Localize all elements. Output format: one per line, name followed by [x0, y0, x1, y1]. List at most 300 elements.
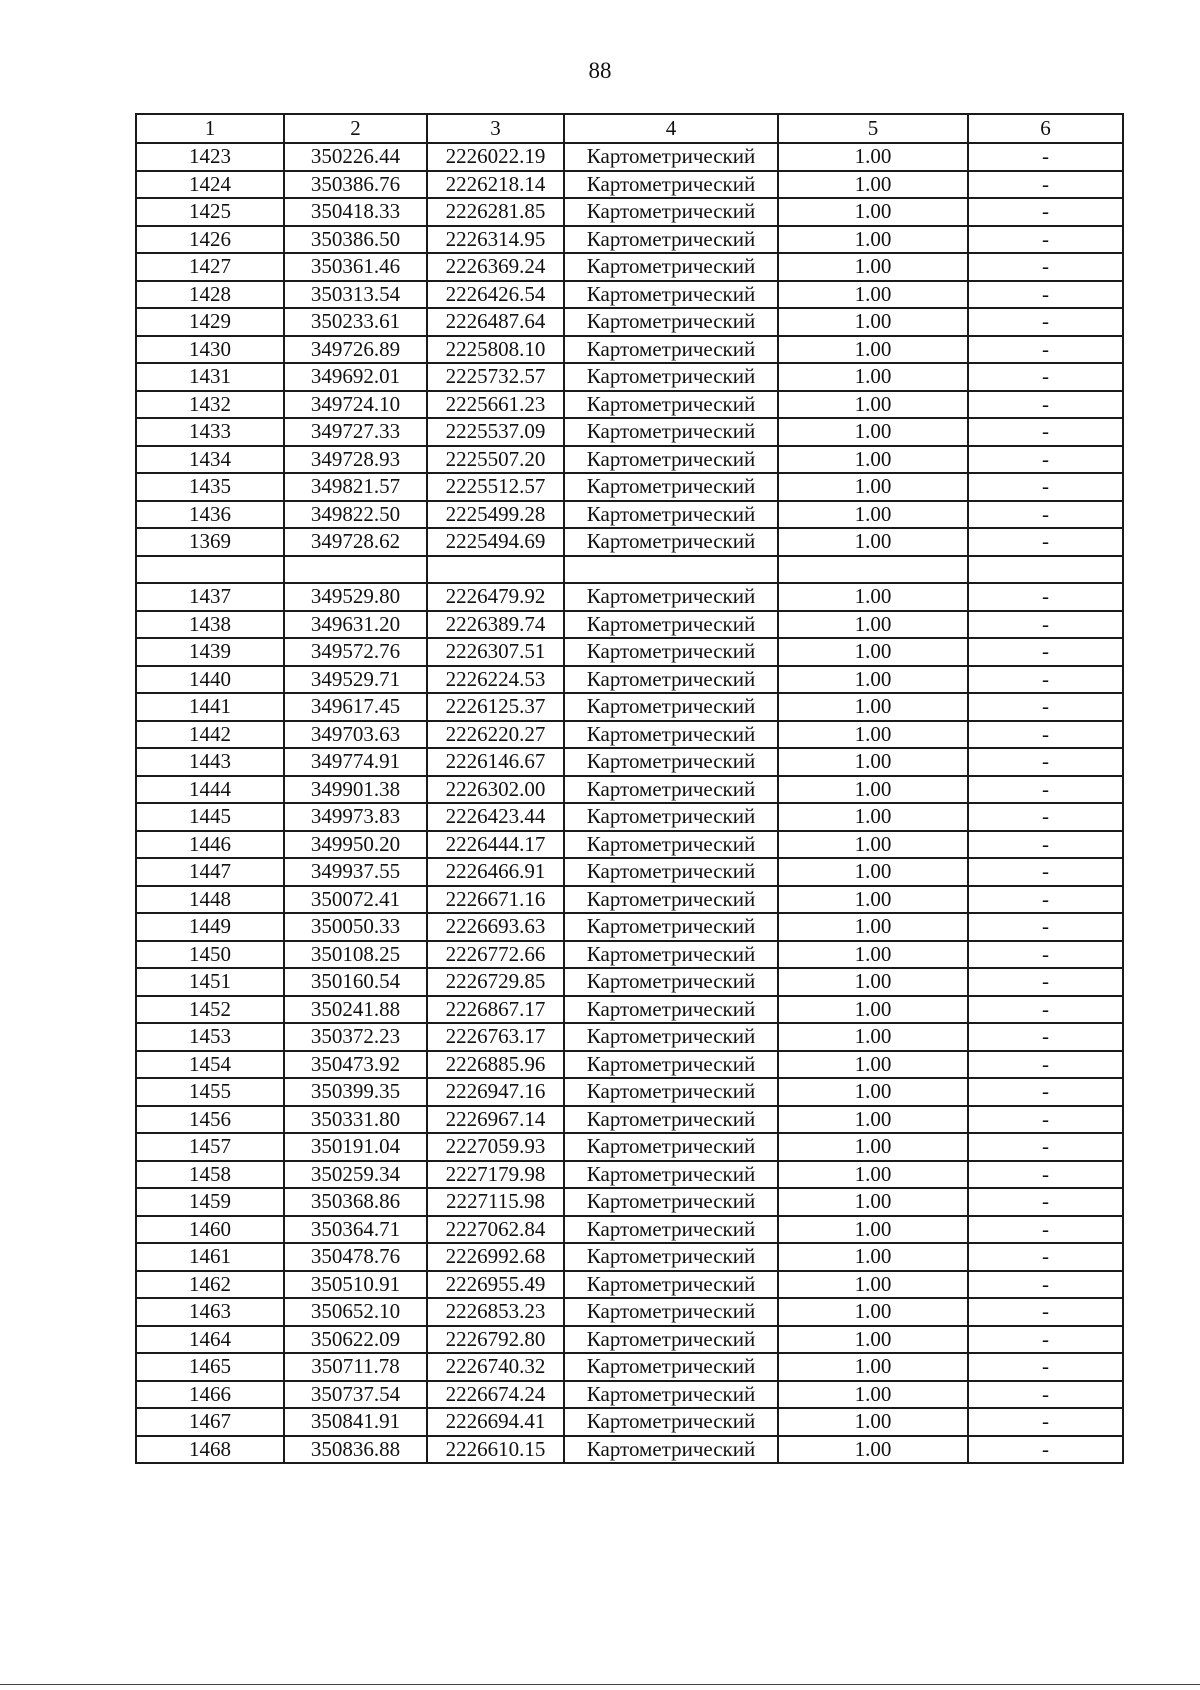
y-coordinate-cell: 2226302.00 — [427, 776, 564, 804]
x-coordinate-cell: 350386.50 — [284, 226, 427, 254]
note-cell: - — [968, 1078, 1123, 1106]
method-cell: Картометрический — [564, 253, 778, 281]
method-cell: Картометрический — [564, 446, 778, 474]
note-cell: - — [968, 1298, 1123, 1326]
accuracy-cell: 1.00 — [778, 1408, 968, 1436]
x-coordinate-cell: 350478.76 — [284, 1243, 427, 1271]
accuracy-cell: 1.00 — [778, 858, 968, 886]
y-coordinate-cell: 2225732.57 — [427, 363, 564, 391]
x-coordinate-cell: 350072.41 — [284, 886, 427, 914]
accuracy-cell: 1.00 — [778, 253, 968, 281]
y-coordinate-cell: 2226955.49 — [427, 1271, 564, 1299]
accuracy-cell: 1.00 — [778, 748, 968, 776]
point-number-cell: 1454 — [136, 1051, 284, 1079]
method-cell: Картометрический — [564, 776, 778, 804]
accuracy-cell: 1.00 — [778, 1353, 968, 1381]
x-coordinate-cell: 349821.57 — [284, 473, 427, 501]
note-cell: - — [968, 253, 1123, 281]
x-coordinate-cell: 350331.80 — [284, 1106, 427, 1134]
x-coordinate-cell: 349727.33 — [284, 418, 427, 446]
note-cell: - — [968, 308, 1123, 336]
point-number-cell: 1430 — [136, 336, 284, 364]
table-row — [136, 638, 1123, 666]
method-cell: Картометрический — [564, 1408, 778, 1436]
x-coordinate-cell: 349724.10 — [284, 391, 427, 419]
accuracy-cell: 1.00 — [778, 1078, 968, 1106]
table-row — [136, 748, 1123, 776]
y-coordinate-cell: 2226694.41 — [427, 1408, 564, 1436]
note-cell: - — [968, 1243, 1123, 1271]
point-number-cell: 1428 — [136, 281, 284, 309]
method-cell: Картометрический — [564, 666, 778, 694]
x-coordinate-cell: 349726.89 — [284, 336, 427, 364]
y-coordinate-cell: 2226763.17 — [427, 1023, 564, 1051]
accuracy-cell: 1.00 — [778, 501, 968, 529]
table-row — [136, 1243, 1123, 1271]
header-row — [136, 114, 1123, 143]
point-number-cell: 1460 — [136, 1216, 284, 1244]
x-coordinate-cell: 349572.76 — [284, 638, 427, 666]
note-cell: - — [968, 473, 1123, 501]
y-coordinate-cell: 2226389.74 — [427, 611, 564, 639]
point-number-cell: 1453 — [136, 1023, 284, 1051]
y-coordinate-cell: 2226792.80 — [427, 1326, 564, 1354]
accuracy-cell: 1.00 — [778, 363, 968, 391]
x-coordinate-cell: 349774.91 — [284, 748, 427, 776]
point-number-cell: 1439 — [136, 638, 284, 666]
x-coordinate-cell — [284, 556, 427, 584]
y-coordinate-cell: 2226729.85 — [427, 968, 564, 996]
x-coordinate-cell: 350361.46 — [284, 253, 427, 281]
note-cell: - — [968, 693, 1123, 721]
table-row — [136, 1381, 1123, 1409]
y-coordinate-cell: 2226693.63 — [427, 913, 564, 941]
note-cell: - — [968, 803, 1123, 831]
method-cell: Картометрический — [564, 391, 778, 419]
accuracy-cell: 1.00 — [778, 638, 968, 666]
column-header: 5 — [778, 114, 968, 143]
x-coordinate-cell: 350836.88 — [284, 1436, 427, 1464]
method-cell: Картометрический — [564, 913, 778, 941]
point-number-cell: 1369 — [136, 528, 284, 556]
accuracy-cell: 1.00 — [778, 336, 968, 364]
x-coordinate-cell: 350364.71 — [284, 1216, 427, 1244]
accuracy-cell: 1.00 — [778, 941, 968, 969]
note-cell — [968, 556, 1123, 584]
x-coordinate-cell: 349937.55 — [284, 858, 427, 886]
point-number-cell: 1465 — [136, 1353, 284, 1381]
table-row — [136, 1216, 1123, 1244]
method-cell: Картометрический — [564, 968, 778, 996]
method-cell: Картометрический — [564, 473, 778, 501]
x-coordinate-cell: 349973.83 — [284, 803, 427, 831]
note-cell: - — [968, 1188, 1123, 1216]
accuracy-cell: 1.00 — [778, 418, 968, 446]
x-coordinate-cell: 350160.54 — [284, 968, 427, 996]
y-coordinate-cell: 2227179.98 — [427, 1161, 564, 1189]
y-coordinate-cell: 2225537.09 — [427, 418, 564, 446]
y-coordinate-cell: 2226867.17 — [427, 996, 564, 1024]
x-coordinate-cell: 349728.62 — [284, 528, 427, 556]
note-cell: - — [968, 1436, 1123, 1464]
table-row — [136, 171, 1123, 199]
table-row — [136, 803, 1123, 831]
point-number-cell: 1443 — [136, 748, 284, 776]
column-header: 2 — [284, 114, 427, 143]
accuracy-cell: 1.00 — [778, 473, 968, 501]
column-header: 3 — [427, 114, 564, 143]
x-coordinate-cell: 350652.10 — [284, 1298, 427, 1326]
method-cell: Картометрический — [564, 803, 778, 831]
method-cell: Картометрический — [564, 721, 778, 749]
x-coordinate-cell: 349631.20 — [284, 611, 427, 639]
method-cell: Картометрический — [564, 748, 778, 776]
table-row — [136, 1188, 1123, 1216]
accuracy-cell: 1.00 — [778, 528, 968, 556]
note-cell: - — [968, 831, 1123, 859]
accuracy-cell: 1.00 — [778, 1161, 968, 1189]
point-number-cell: 1457 — [136, 1133, 284, 1161]
point-number-cell — [136, 556, 284, 584]
note-cell: - — [968, 1216, 1123, 1244]
method-cell: Картометрический — [564, 1188, 778, 1216]
table-row — [136, 308, 1123, 336]
note-cell: - — [968, 198, 1123, 226]
table-row — [136, 941, 1123, 969]
x-coordinate-cell: 349692.01 — [284, 363, 427, 391]
table-row — [136, 1408, 1123, 1436]
accuracy-cell: 1.00 — [778, 611, 968, 639]
accuracy-cell: 1.00 — [778, 198, 968, 226]
x-coordinate-cell: 349703.63 — [284, 721, 427, 749]
accuracy-cell: 1.00 — [778, 1271, 968, 1299]
table-row — [136, 968, 1123, 996]
x-coordinate-cell: 350191.04 — [284, 1133, 427, 1161]
accuracy-cell: 1.00 — [778, 1106, 968, 1134]
table-row — [136, 556, 1123, 584]
method-cell: Картометрический — [564, 528, 778, 556]
point-number-cell: 1440 — [136, 666, 284, 694]
method-cell: Картометрический — [564, 831, 778, 859]
note-cell: - — [968, 941, 1123, 969]
x-coordinate-cell: 350386.76 — [284, 171, 427, 199]
table-row — [136, 336, 1123, 364]
table-row — [136, 1326, 1123, 1354]
method-cell: Картометрический — [564, 858, 778, 886]
point-number-cell: 1448 — [136, 886, 284, 914]
point-number-cell: 1424 — [136, 171, 284, 199]
note-cell: - — [968, 1353, 1123, 1381]
method-cell: Картометрический — [564, 171, 778, 199]
point-number-cell: 1458 — [136, 1161, 284, 1189]
y-coordinate-cell: 2226307.51 — [427, 638, 564, 666]
note-cell: - — [968, 748, 1123, 776]
table-row — [136, 501, 1123, 529]
note-cell: - — [968, 446, 1123, 474]
accuracy-cell: 1.00 — [778, 446, 968, 474]
method-cell: Картометрический — [564, 996, 778, 1024]
table-row — [136, 1106, 1123, 1134]
table-row — [136, 1161, 1123, 1189]
note-cell: - — [968, 1133, 1123, 1161]
column-header: 1 — [136, 114, 284, 143]
column-header: 4 — [564, 114, 778, 143]
point-number-cell: 1467 — [136, 1408, 284, 1436]
method-cell: Картометрический — [564, 693, 778, 721]
table-row — [136, 693, 1123, 721]
y-coordinate-cell: 2226369.24 — [427, 253, 564, 281]
method-cell: Картометрический — [564, 1078, 778, 1106]
y-coordinate-cell: 2226967.14 — [427, 1106, 564, 1134]
table-row — [136, 1436, 1123, 1464]
x-coordinate-cell: 350259.34 — [284, 1161, 427, 1189]
point-number-cell: 1463 — [136, 1298, 284, 1326]
table-row — [136, 198, 1123, 226]
method-cell: Картометрический — [564, 1051, 778, 1079]
point-number-cell: 1459 — [136, 1188, 284, 1216]
note-cell: - — [968, 143, 1123, 171]
x-coordinate-cell: 350372.23 — [284, 1023, 427, 1051]
x-coordinate-cell: 350473.92 — [284, 1051, 427, 1079]
note-cell: - — [968, 666, 1123, 694]
accuracy-cell: 1.00 — [778, 1436, 968, 1464]
accuracy-cell: 1.00 — [778, 776, 968, 804]
table-row — [136, 913, 1123, 941]
table-row — [136, 583, 1123, 611]
note-cell: - — [968, 1161, 1123, 1189]
table-body — [136, 114, 1123, 1463]
note-cell: - — [968, 281, 1123, 309]
method-cell: Картометрический — [564, 198, 778, 226]
y-coordinate-cell: 2226947.16 — [427, 1078, 564, 1106]
note-cell: - — [968, 1051, 1123, 1079]
method-cell: Картометрический — [564, 1023, 778, 1051]
point-number-cell: 1423 — [136, 143, 284, 171]
method-cell: Картометрический — [564, 1161, 778, 1189]
point-number-cell: 1426 — [136, 226, 284, 254]
table-row — [136, 1078, 1123, 1106]
method-cell: Картометрический — [564, 1271, 778, 1299]
x-coordinate-cell: 350108.25 — [284, 941, 427, 969]
y-coordinate-cell: 2226220.27 — [427, 721, 564, 749]
accuracy-cell: 1.00 — [778, 1216, 968, 1244]
y-coordinate-cell — [427, 556, 564, 584]
table-row — [136, 281, 1123, 309]
accuracy-cell: 1.00 — [778, 803, 968, 831]
point-number-cell: 1451 — [136, 968, 284, 996]
table-row — [136, 1271, 1123, 1299]
method-cell: Картометрический — [564, 281, 778, 309]
accuracy-cell: 1.00 — [778, 968, 968, 996]
x-coordinate-cell: 350418.33 — [284, 198, 427, 226]
accuracy-cell: 1.00 — [778, 171, 968, 199]
accuracy-cell: 1.00 — [778, 1188, 968, 1216]
note-cell: - — [968, 528, 1123, 556]
y-coordinate-cell: 2227115.98 — [427, 1188, 564, 1216]
note-cell: - — [968, 638, 1123, 666]
x-coordinate-cell: 349529.71 — [284, 666, 427, 694]
y-coordinate-cell: 2226674.24 — [427, 1381, 564, 1409]
x-coordinate-cell: 349950.20 — [284, 831, 427, 859]
table-row — [136, 858, 1123, 886]
point-number-cell: 1447 — [136, 858, 284, 886]
note-cell: - — [968, 363, 1123, 391]
accuracy-cell: 1.00 — [778, 721, 968, 749]
method-cell: Картометрический — [564, 583, 778, 611]
note-cell: - — [968, 1408, 1123, 1436]
page-number: 88 — [588, 58, 612, 83]
x-coordinate-cell: 350368.86 — [284, 1188, 427, 1216]
note-cell: - — [968, 886, 1123, 914]
table-row — [136, 666, 1123, 694]
x-coordinate-cell: 349822.50 — [284, 501, 427, 529]
method-cell: Картометрический — [564, 1216, 778, 1244]
method-cell: Картометрический — [564, 1133, 778, 1161]
point-number-cell: 1441 — [136, 693, 284, 721]
point-number-cell: 1433 — [136, 418, 284, 446]
y-coordinate-cell: 2226022.19 — [427, 143, 564, 171]
note-cell: - — [968, 226, 1123, 254]
note-cell: - — [968, 721, 1123, 749]
note-cell: - — [968, 1106, 1123, 1134]
x-coordinate-cell: 350233.61 — [284, 308, 427, 336]
x-coordinate-cell: 349617.45 — [284, 693, 427, 721]
method-cell — [564, 556, 778, 584]
method-cell: Картометрический — [564, 941, 778, 969]
method-cell: Картометрический — [564, 886, 778, 914]
table-row — [136, 446, 1123, 474]
coordinates-table — [135, 113, 1124, 1464]
x-coordinate-cell: 350050.33 — [284, 913, 427, 941]
point-number-cell: 1450 — [136, 941, 284, 969]
method-cell: Картометрический — [564, 1381, 778, 1409]
table-row — [136, 1298, 1123, 1326]
accuracy-cell: 1.00 — [778, 996, 968, 1024]
table-row — [136, 528, 1123, 556]
note-cell: - — [968, 1271, 1123, 1299]
y-coordinate-cell: 2227062.84 — [427, 1216, 564, 1244]
accuracy-cell: 1.00 — [778, 1051, 968, 1079]
y-coordinate-cell: 2225661.23 — [427, 391, 564, 419]
x-coordinate-cell: 349728.93 — [284, 446, 427, 474]
y-coordinate-cell: 2226992.68 — [427, 1243, 564, 1271]
accuracy-cell: 1.00 — [778, 886, 968, 914]
method-cell: Картометрический — [564, 1298, 778, 1326]
point-number-cell: 1468 — [136, 1436, 284, 1464]
y-coordinate-cell: 2225507.20 — [427, 446, 564, 474]
accuracy-cell: 1.00 — [778, 1243, 968, 1271]
table-row — [136, 831, 1123, 859]
y-coordinate-cell: 2226487.64 — [427, 308, 564, 336]
accuracy-cell: 1.00 — [778, 1023, 968, 1051]
point-number-cell: 1455 — [136, 1078, 284, 1106]
x-coordinate-cell: 350226.44 — [284, 143, 427, 171]
y-coordinate-cell: 2226423.44 — [427, 803, 564, 831]
method-cell: Картометрический — [564, 1326, 778, 1354]
point-number-cell: 1435 — [136, 473, 284, 501]
x-coordinate-cell: 350622.09 — [284, 1326, 427, 1354]
table-row — [136, 1051, 1123, 1079]
point-number-cell: 1445 — [136, 803, 284, 831]
point-number-cell: 1429 — [136, 308, 284, 336]
point-number-cell: 1425 — [136, 198, 284, 226]
point-number-cell: 1427 — [136, 253, 284, 281]
accuracy-cell: 1.00 — [778, 1326, 968, 1354]
y-coordinate-cell: 2226479.92 — [427, 583, 564, 611]
footer-divider — [0, 1684, 1200, 1685]
y-coordinate-cell: 2226146.67 — [427, 748, 564, 776]
accuracy-cell: 1.00 — [778, 391, 968, 419]
note-cell: - — [968, 391, 1123, 419]
y-coordinate-cell: 2225494.69 — [427, 528, 564, 556]
table-row — [136, 226, 1123, 254]
table-row — [136, 1133, 1123, 1161]
x-coordinate-cell: 350313.54 — [284, 281, 427, 309]
note-cell: - — [968, 1381, 1123, 1409]
note-cell: - — [968, 611, 1123, 639]
point-number-cell: 1466 — [136, 1381, 284, 1409]
accuracy-cell: 1.00 — [778, 1133, 968, 1161]
x-coordinate-cell: 349901.38 — [284, 776, 427, 804]
point-number-cell: 1461 — [136, 1243, 284, 1271]
note-cell: - — [968, 418, 1123, 446]
column-header: 6 — [968, 114, 1123, 143]
point-number-cell: 1449 — [136, 913, 284, 941]
point-number-cell: 1442 — [136, 721, 284, 749]
table-row — [136, 143, 1123, 171]
y-coordinate-cell: 2225499.28 — [427, 501, 564, 529]
note-cell: - — [968, 913, 1123, 941]
table-row — [136, 418, 1123, 446]
accuracy-cell: 1.00 — [778, 693, 968, 721]
y-coordinate-cell: 2226466.91 — [427, 858, 564, 886]
x-coordinate-cell: 350510.91 — [284, 1271, 427, 1299]
accuracy-cell — [778, 556, 968, 584]
table-row — [136, 776, 1123, 804]
point-number-cell: 1434 — [136, 446, 284, 474]
method-cell: Картометрический — [564, 638, 778, 666]
table-row — [136, 1023, 1123, 1051]
method-cell: Картометрический — [564, 1353, 778, 1381]
table-row — [136, 996, 1123, 1024]
table-row — [136, 886, 1123, 914]
y-coordinate-cell: 2226426.54 — [427, 281, 564, 309]
method-cell: Картометрический — [564, 1436, 778, 1464]
note-cell: - — [968, 996, 1123, 1024]
accuracy-cell: 1.00 — [778, 583, 968, 611]
table-row — [136, 253, 1123, 281]
note-cell: - — [968, 968, 1123, 996]
y-coordinate-cell: 2225808.10 — [427, 336, 564, 364]
table-row — [136, 1353, 1123, 1381]
method-cell: Картометрический — [564, 308, 778, 336]
note-cell: - — [968, 776, 1123, 804]
table-row — [136, 611, 1123, 639]
y-coordinate-cell: 2226125.37 — [427, 693, 564, 721]
point-number-cell: 1438 — [136, 611, 284, 639]
y-coordinate-cell: 2226444.17 — [427, 831, 564, 859]
point-number-cell: 1456 — [136, 1106, 284, 1134]
x-coordinate-cell: 350711.78 — [284, 1353, 427, 1381]
table-row — [136, 721, 1123, 749]
note-cell: - — [968, 1023, 1123, 1051]
point-number-cell: 1431 — [136, 363, 284, 391]
y-coordinate-cell: 2227059.93 — [427, 1133, 564, 1161]
point-number-cell: 1462 — [136, 1271, 284, 1299]
y-coordinate-cell: 2226218.14 — [427, 171, 564, 199]
x-coordinate-cell: 350399.35 — [284, 1078, 427, 1106]
y-coordinate-cell: 2225512.57 — [427, 473, 564, 501]
